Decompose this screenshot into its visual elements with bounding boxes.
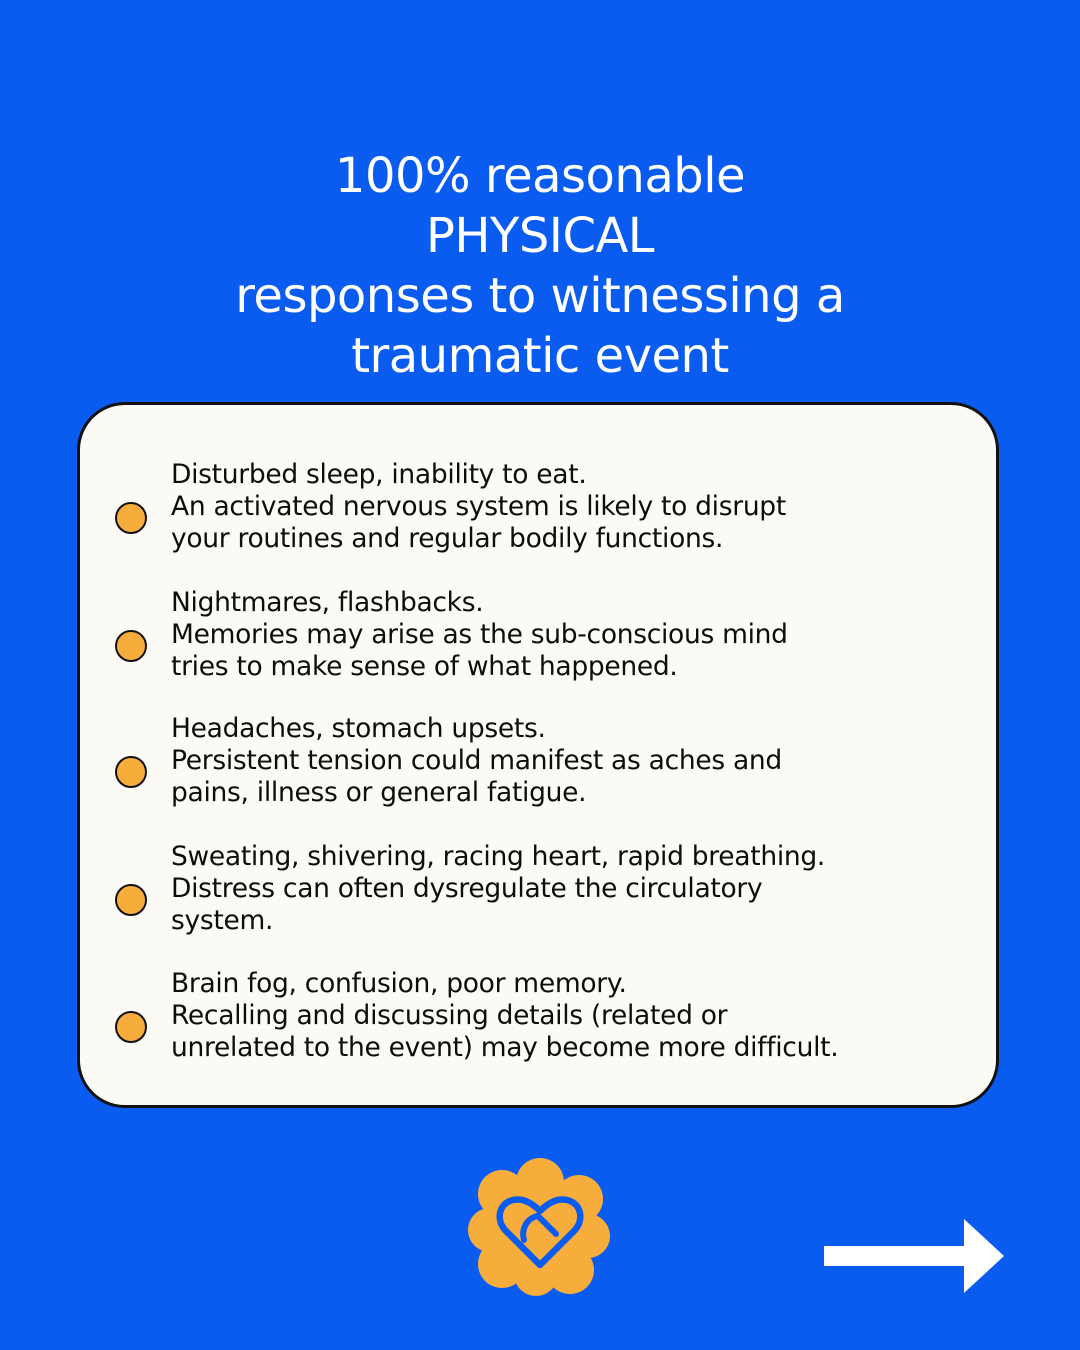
list-item <box>80 459 996 559</box>
page-title <box>0 146 1080 386</box>
bullet-dot <box>115 756 147 788</box>
bullet-dot <box>115 630 147 662</box>
item-heading: Sweating, shivering, racing heart, rapid breathing. <box>171 841 826 872</box>
item-heading: Brain fog, confusion, poor memory. <box>171 968 627 999</box>
item-description-line: unrelated to the event) may become more difficult. <box>171 1032 839 1063</box>
bullet-dot <box>115 1011 147 1043</box>
item-description-line: system. <box>171 905 274 936</box>
item-description-line: tries to make sense of what happened. <box>171 651 678 682</box>
list-item <box>80 968 996 1068</box>
item-heading: Disturbed sleep, inability to eat. <box>171 459 587 490</box>
item-text <box>171 841 991 937</box>
title-line: traumatic event <box>351 328 729 384</box>
item-text <box>171 459 991 555</box>
responses-card <box>77 402 999 1108</box>
bullet-dot <box>115 884 147 916</box>
item-text <box>171 587 991 683</box>
item-description-line: Memories may arise as the sub-conscious mind <box>171 619 788 650</box>
item-heading: Nightmares, flashbacks. <box>171 587 484 618</box>
title-line: 100% reasonable <box>334 148 746 204</box>
item-description-line: Distress can often dysregulate the circulatory <box>171 873 763 904</box>
item-text <box>171 968 991 1064</box>
title-line: responses to witnessing a <box>235 268 845 324</box>
item-description-line: Persistent tension could manifest as aches and <box>171 745 782 776</box>
item-description-line: your routines and regular bodily functions. <box>171 523 724 554</box>
list-item <box>80 713 996 813</box>
list-item <box>80 841 996 941</box>
list-item <box>80 587 996 687</box>
item-text <box>171 713 991 809</box>
arrow-right-icon[interactable] <box>822 1217 1006 1297</box>
bullet-dot <box>115 502 147 534</box>
heart-logo-icon <box>466 1158 614 1296</box>
item-description-line: An activated nervous system is likely to disrupt <box>171 491 786 522</box>
item-description-line: pains, illness or general fatigue. <box>171 777 587 808</box>
item-heading: Headaches, stomach upsets. <box>171 713 546 744</box>
item-description-line: Recalling and discussing details (related or <box>171 1000 728 1031</box>
title-line: PHYSICAL <box>425 208 655 264</box>
